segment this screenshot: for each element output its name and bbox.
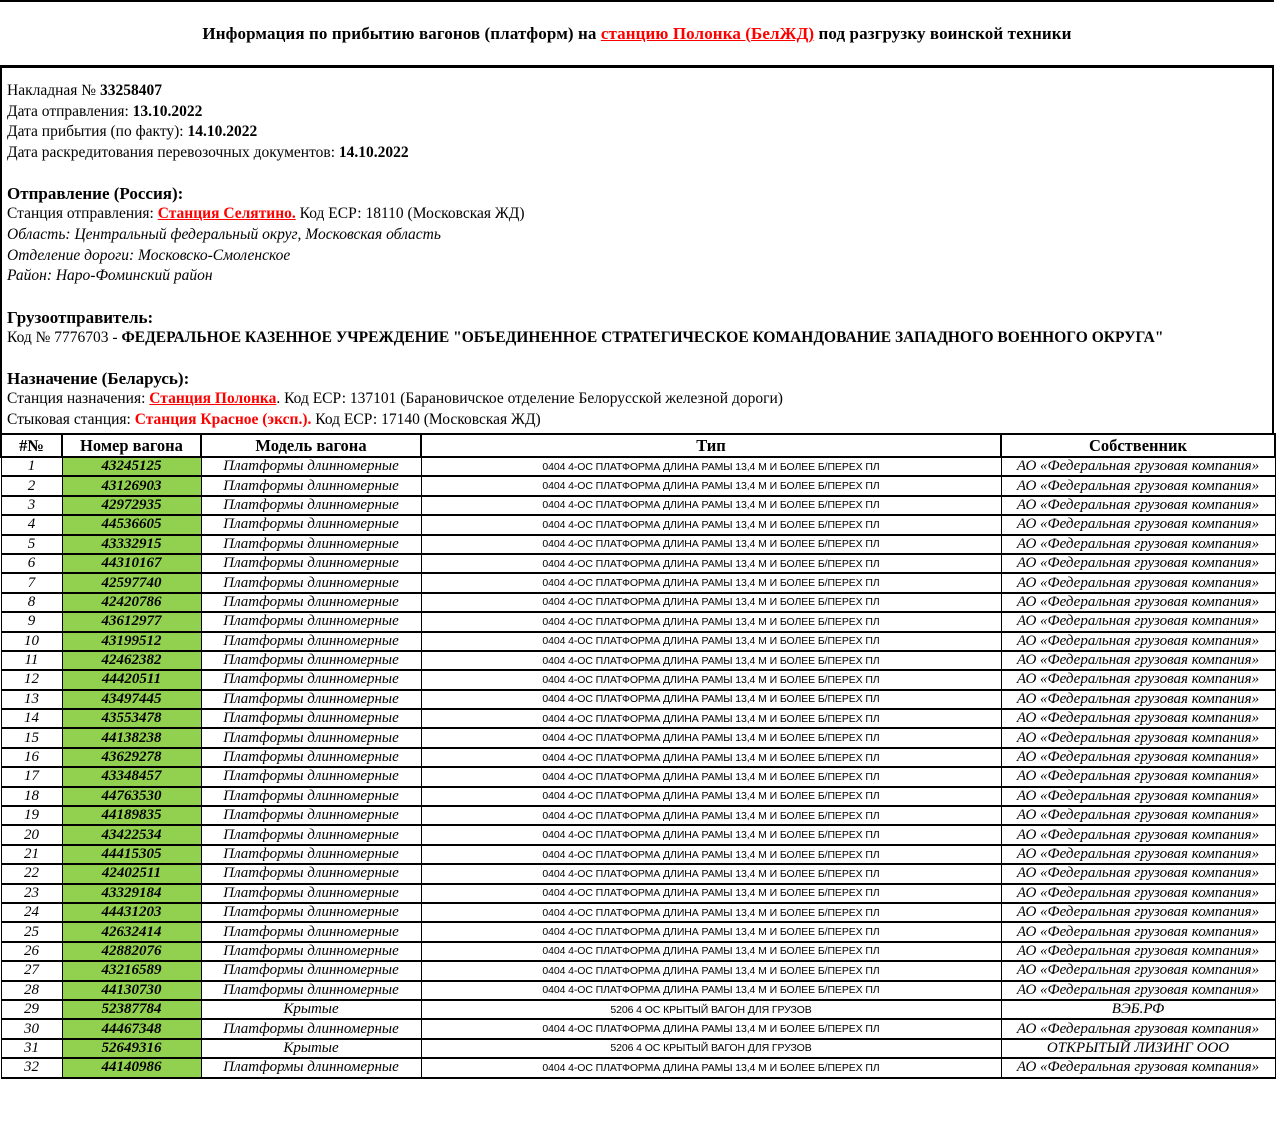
wagon-owner-cell: АО «Федеральная грузовая компания»: [1001, 709, 1275, 728]
wagon-owner-cell: АО «Федеральная грузовая компания»: [1001, 806, 1275, 825]
wagon-type-cell: 0404 4-ОС ПЛАТФОРМА ДЛИНА РАМЫ 13,4 М И БОЛЕЕ Б/ПЕРЕХ ПЛ: [421, 961, 1001, 980]
table-header-row: [1, 434, 1275, 457]
wagon-type-cell: 0404 4-ОС ПЛАТФОРМА ДЛИНА РАМЫ 13,4 М И БОЛЕЕ Б/ПЕРЕХ ПЛ: [421, 1058, 1001, 1077]
table-row: [1, 884, 1275, 903]
table-row: [1, 961, 1275, 980]
wagon-number-cell: 44763530: [62, 787, 201, 806]
page-title: [202, 24, 1071, 44]
row-index-cell: 14: [1, 709, 62, 728]
wagon-model-cell: Платформы длинномерные: [201, 748, 421, 767]
wagon-owner-cell: АО «Федеральная грузовая компания»: [1001, 573, 1275, 592]
table-row: [1, 922, 1275, 941]
wagon-type-cell: 0404 4-ОС ПЛАТФОРМА ДЛИНА РАМЫ 13,4 М И БОЛЕЕ Б/ПЕРЕХ ПЛ: [421, 593, 1001, 612]
wagon-type-cell: 5206 4 ОС КРЫТЫЙ ВАГОН ДЛЯ ГРУЗОВ: [421, 1000, 1001, 1019]
wagon-model-cell: Платформы длинномерные: [201, 922, 421, 941]
wagon-number-cell: 42462382: [62, 651, 201, 670]
wagon-model-cell: Платформы длинномерные: [201, 554, 421, 573]
wagon-number-cell: 43497445: [62, 690, 201, 709]
wagon-owner-cell: АО «Федеральная грузовая компания»: [1001, 884, 1275, 903]
row-index-cell: 19: [1, 806, 62, 825]
departure-date-label: Дата отправления:: [7, 102, 133, 120]
wagon-number-cell: 44415305: [62, 845, 201, 864]
table-row: [1, 476, 1275, 495]
table-row: [1, 942, 1275, 961]
wagon-model-cell: Платформы длинномерные: [201, 632, 421, 651]
wagon-type-cell: 0404 4-ОС ПЛАТФОРМА ДЛИНА РАМЫ 13,4 М И БОЛЕЕ Б/ПЕРЕХ ПЛ: [421, 845, 1001, 864]
wagon-model-cell: Платформы длинномерные: [201, 981, 421, 1000]
row-index-cell: 11: [1, 651, 62, 670]
table-row: [1, 1019, 1275, 1038]
row-index-cell: 24: [1, 903, 62, 922]
junction-station-rest: Код ЕСР: 17140 (Московская ЖД): [311, 410, 541, 428]
wagon-owner-cell: АО «Федеральная грузовая компания»: [1001, 1019, 1275, 1038]
row-index-cell: 26: [1, 942, 62, 961]
wagon-model-cell: Платформы длинномерные: [201, 476, 421, 495]
origin-district-line: Район: Наро-Фоминский район: [7, 267, 213, 285]
wagon-owner-cell: АО «Федеральная грузовая компания»: [1001, 1058, 1275, 1077]
table-row: [1, 593, 1275, 612]
wagon-type-cell: 0404 4-ОС ПЛАТФОРМА ДЛИНА РАМЫ 13,4 М И БОЛЕЕ Б/ПЕРЕХ ПЛ: [421, 573, 1001, 592]
wagon-type-cell: 0404 4-ОС ПЛАТФОРМА ДЛИНА РАМЫ 13,4 М И БОЛЕЕ Б/ПЕРЕХ ПЛ: [421, 884, 1001, 903]
row-index-cell: 3: [1, 496, 62, 515]
destination-station-rest: . Код ЕСР: 137101 (Барановичское отделение Белорусской железной дороги): [276, 390, 783, 408]
row-index-cell: 12: [1, 670, 62, 689]
row-index-cell: 20: [1, 825, 62, 844]
wagon-number-cell: 52387784: [62, 1000, 201, 1019]
wagon-type-cell: 0404 4-ОС ПЛАТФОРМА ДЛИНА РАМЫ 13,4 М И БОЛЕЕ Б/ПЕРЕХ ПЛ: [421, 476, 1001, 495]
wagon-type-cell: 0404 4-ОС ПЛАТФОРМА ДЛИНА РАМЫ 13,4 М И БОЛЕЕ Б/ПЕРЕХ ПЛ: [421, 903, 1001, 922]
row-index-cell: 2: [1, 476, 62, 495]
wagon-number-cell: 43126903: [62, 476, 201, 495]
col-header-wagon-type: Тип: [421, 434, 1001, 457]
row-index-cell: 5: [1, 535, 62, 554]
wagon-number-cell: 44420511: [62, 670, 201, 689]
col-header-index: #№: [1, 434, 62, 457]
table-row: [1, 457, 1275, 476]
row-index-cell: 17: [1, 767, 62, 786]
table-row: [1, 903, 1275, 922]
wagon-type-cell: 0404 4-ОС ПЛАТФОРМА ДЛИНА РАМЫ 13,4 М И БОЛЕЕ Б/ПЕРЕХ ПЛ: [421, 1019, 1001, 1038]
arrival-date-label: Дата прибытия (по факту):: [7, 123, 188, 141]
wagon-number-cell: 43348457: [62, 767, 201, 786]
table-row: [1, 573, 1275, 592]
wagon-type-cell: 0404 4-ОС ПЛАТФОРМА ДЛИНА РАМЫ 13,4 М И БОЛЕЕ Б/ПЕРЕХ ПЛ: [421, 612, 1001, 631]
table-row: [1, 767, 1275, 786]
table-row: [1, 515, 1275, 534]
wagon-model-cell: Платформы длинномерные: [201, 806, 421, 825]
departure-date-line: [7, 102, 1266, 123]
wagon-model-cell: Платформы длинномерные: [201, 496, 421, 515]
row-index-cell: 32: [1, 1058, 62, 1077]
wagon-type-cell: 0404 4-ОС ПЛАТФОРМА ДЛИНА РАМЫ 13,4 М И БОЛЕЕ Б/ПЕРЕХ ПЛ: [421, 690, 1001, 709]
wagon-number-cell: 44189835: [62, 806, 201, 825]
wagon-type-cell: 0404 4-ОС ПЛАТФОРМА ДЛИНА РАМЫ 13,4 М И БОЛЕЕ Б/ПЕРЕХ ПЛ: [421, 942, 1001, 961]
title-block: [0, 0, 1274, 68]
wagon-model-cell: Платформы длинномерные: [201, 1058, 421, 1077]
wagon-number-cell: 44467348: [62, 1019, 201, 1038]
origin-station-line: [7, 204, 1266, 225]
row-index-cell: 4: [1, 515, 62, 534]
wagon-model-cell: Платформы длинномерные: [201, 825, 421, 844]
wagon-owner-cell: АО «Федеральная грузовая компания»: [1001, 593, 1275, 612]
col-header-owner: Собственник: [1001, 434, 1275, 457]
row-index-cell: 13: [1, 690, 62, 709]
table-row: [1, 806, 1275, 825]
row-index-cell: 10: [1, 632, 62, 651]
wagon-model-cell: Платформы длинномерные: [201, 535, 421, 554]
wagon-type-cell: 0404 4-ОС ПЛАТФОРМА ДЛИНА РАМЫ 13,4 М И БОЛЕЕ Б/ПЕРЕХ ПЛ: [421, 825, 1001, 844]
wagon-number-cell: 44138238: [62, 728, 201, 747]
table-row: [1, 690, 1275, 709]
row-index-cell: 18: [1, 787, 62, 806]
destination-station-label: Станция назначения:: [7, 390, 150, 408]
wagon-owner-cell: ВЭБ.РФ: [1001, 1000, 1275, 1019]
wagon-owner-cell: АО «Федеральная грузовая компания»: [1001, 496, 1275, 515]
wagon-owner-cell: АО «Федеральная грузовая компания»: [1001, 670, 1275, 689]
title-post: под разгрузку воинской техники: [814, 23, 1072, 43]
wagon-model-cell: Платформы длинномерные: [201, 942, 421, 961]
wagon-model-cell: Платформы длинномерные: [201, 593, 421, 612]
table-row: [1, 845, 1275, 864]
wagon-model-cell: Платформы длинномерные: [201, 903, 421, 922]
waybill-label: Накладная №: [7, 82, 100, 99]
wagon-number-cell: 42420786: [62, 593, 201, 612]
wagon-owner-cell: ОТКРЫТЫЙ ЛИЗИНГ ООО: [1001, 1039, 1275, 1058]
wagon-model-cell: Платформы длинномерные: [201, 1019, 421, 1038]
wagon-model-cell: Платформы длинномерные: [201, 690, 421, 709]
credit-date-label: Дата раскредитования перевозочных документов:: [7, 143, 339, 161]
wagon-type-cell: 0404 4-ОС ПЛАТФОРМА ДЛИНА РАМЫ 13,4 М И БОЛЕЕ Б/ПЕРЕХ ПЛ: [421, 748, 1001, 767]
wagon-owner-cell: АО «Федеральная грузовая компания»: [1001, 690, 1275, 709]
waybill-number: 33258407: [99, 82, 162, 99]
junction-station-name: Станция Красное (эксп.).: [134, 410, 312, 428]
consignor-line: [7, 328, 1266, 349]
wagon-number-cell: 52649316: [62, 1039, 201, 1058]
table-row: [1, 554, 1275, 573]
wagon-model-cell: Платформы длинномерные: [201, 845, 421, 864]
wagon-owner-cell: АО «Федеральная грузовая компания»: [1001, 535, 1275, 554]
wagon-number-cell: 42402511: [62, 864, 201, 883]
wagon-type-cell: 0404 4-ОС ПЛАТФОРМА ДЛИНА РАМЫ 13,4 М И БОЛЕЕ Б/ПЕРЕХ ПЛ: [421, 981, 1001, 1000]
wagon-model-cell: Платформы длинномерные: [201, 457, 421, 476]
row-index-cell: 22: [1, 864, 62, 883]
wagon-model-cell: Платформы длинномерные: [201, 864, 421, 883]
wagon-type-cell: 0404 4-ОС ПЛАТФОРМА ДЛИНА РАМЫ 13,4 М И БОЛЕЕ Б/ПЕРЕХ ПЛ: [421, 864, 1001, 883]
table-row: [1, 535, 1275, 554]
wagon-number-cell: 42597740: [62, 573, 201, 592]
wagon-type-cell: 0404 4-ОС ПЛАТФОРМА ДЛИНА РАМЫ 13,4 М И БОЛЕЕ Б/ПЕРЕХ ПЛ: [421, 709, 1001, 728]
row-index-cell: 27: [1, 961, 62, 980]
wagon-number-cell: 44536605: [62, 515, 201, 534]
wagon-number-cell: 44140986: [62, 1058, 201, 1077]
wagon-owner-cell: АО «Федеральная грузовая компания»: [1001, 981, 1275, 1000]
title-station-link[interactable]: станцию Полонка (БелЖД): [600, 23, 815, 43]
row-index-cell: 6: [1, 554, 62, 573]
consignor-code-label: Код № 7776703 -: [7, 328, 122, 346]
row-index-cell: 30: [1, 1019, 62, 1038]
wagon-owner-cell: АО «Федеральная грузовая компания»: [1001, 903, 1275, 922]
table-row: [1, 1000, 1275, 1019]
credit-date-value: 14.10.2022: [338, 143, 409, 161]
wagon-number-cell: 43553478: [62, 709, 201, 728]
origin-heading: Отправление (Россия):: [7, 184, 184, 204]
wagon-model-cell: Платформы длинномерные: [201, 573, 421, 592]
table-row: [1, 670, 1275, 689]
wagon-type-cell: 0404 4-ОС ПЛАТФОРМА ДЛИНА РАМЫ 13,4 М И БОЛЕЕ Б/ПЕРЕХ ПЛ: [421, 632, 1001, 651]
table-row: [1, 728, 1275, 747]
wagon-number-cell: 43629278: [62, 748, 201, 767]
table-row: [1, 981, 1275, 1000]
wagon-owner-cell: АО «Федеральная грузовая компания»: [1001, 787, 1275, 806]
origin-station-label: Станция отправления:: [7, 205, 158, 223]
wagon-type-cell: 0404 4-ОС ПЛАТФОРМА ДЛИНА РАМЫ 13,4 М И БОЛЕЕ Б/ПЕРЕХ ПЛ: [421, 922, 1001, 941]
wagon-owner-cell: АО «Федеральная грузовая компания»: [1001, 728, 1275, 747]
wagon-type-cell: 0404 4-ОС ПЛАТФОРМА ДЛИНА РАМЫ 13,4 М И БОЛЕЕ Б/ПЕРЕХ ПЛ: [421, 554, 1001, 573]
row-index-cell: 25: [1, 922, 62, 941]
wagon-model-cell: Платформы длинномерные: [201, 787, 421, 806]
row-index-cell: 15: [1, 728, 62, 747]
row-index-cell: 29: [1, 1000, 62, 1019]
wagon-owner-cell: АО «Федеральная грузовая компания»: [1001, 457, 1275, 476]
shipment-info-block: [0, 68, 1274, 434]
row-index-cell: 16: [1, 748, 62, 767]
table-row: [1, 496, 1275, 515]
wagon-number-cell: 44310167: [62, 554, 201, 573]
wagon-model-cell: Платформы длинномерные: [201, 709, 421, 728]
row-index-cell: 23: [1, 884, 62, 903]
departure-date-value: 13.10.2022: [132, 102, 203, 120]
origin-station-link[interactable]: Станция Селятино.: [157, 205, 296, 223]
wagon-model-cell: Платформы длинномерные: [201, 961, 421, 980]
wagon-owner-cell: АО «Федеральная грузовая компания»: [1001, 748, 1275, 767]
wagon-owner-cell: АО «Федеральная грузовая компания»: [1001, 961, 1275, 980]
wagon-type-cell: 0404 4-ОС ПЛАТФОРМА ДЛИНА РАМЫ 13,4 М И БОЛЕЕ Б/ПЕРЕХ ПЛ: [421, 728, 1001, 747]
row-index-cell: 31: [1, 1039, 62, 1058]
destination-heading: Назначение (Беларусь):: [7, 369, 190, 389]
junction-station-line: [7, 410, 1266, 431]
wagon-number-cell: 43422534: [62, 825, 201, 844]
row-index-cell: 1: [1, 457, 62, 476]
origin-division-line: Отделение дороги: Московско-Смоленское: [7, 246, 291, 264]
wagon-owner-cell: АО «Федеральная грузовая компания»: [1001, 476, 1275, 495]
row-index-cell: 28: [1, 981, 62, 1000]
wagon-owner-cell: АО «Федеральная грузовая компания»: [1001, 864, 1275, 883]
wagon-owner-cell: АО «Федеральная грузовая компания»: [1001, 612, 1275, 631]
row-index-cell: 9: [1, 612, 62, 631]
table-row: [1, 748, 1275, 767]
wagon-type-cell: 0404 4-ОС ПЛАТФОРМА ДЛИНА РАМЫ 13,4 М И БОЛЕЕ Б/ПЕРЕХ ПЛ: [421, 806, 1001, 825]
table-row: [1, 709, 1275, 728]
wagon-number-cell: 43612977: [62, 612, 201, 631]
wagon-model-cell: Платформы длинномерные: [201, 670, 421, 689]
wagon-type-cell: 0404 4-ОС ПЛАТФОРМА ДЛИНА РАМЫ 13,4 М И БОЛЕЕ Б/ПЕРЕХ ПЛ: [421, 535, 1001, 554]
destination-station-line: [7, 389, 1266, 410]
wagon-owner-cell: АО «Федеральная грузовая компания»: [1001, 554, 1275, 573]
wagon-type-cell: 0404 4-ОС ПЛАТФОРМА ДЛИНА РАМЫ 13,4 М И БОЛЕЕ Б/ПЕРЕХ ПЛ: [421, 515, 1001, 534]
wagon-owner-cell: АО «Федеральная грузовая компания»: [1001, 825, 1275, 844]
consignor-name: ФЕДЕРАЛЬНОЕ КАЗЕННОЕ УЧРЕЖДЕНИЕ "ОБЪЕДИНЕННОЕ СТРАТЕГИЧЕСКОЕ КОМАНДОВАНИЕ ЗАПАДНОГО ВОЕННОГО ОКРУГА": [121, 328, 1164, 346]
table-row: [1, 1039, 1275, 1058]
col-header-wagon-number: Номер вагона: [62, 434, 201, 457]
wagon-type-cell: 0404 4-ОС ПЛАТФОРМА ДЛИНА РАМЫ 13,4 М И БОЛЕЕ Б/ПЕРЕХ ПЛ: [421, 787, 1001, 806]
wagon-table: [0, 433, 1276, 1079]
wagon-owner-cell: АО «Федеральная грузовая компания»: [1001, 515, 1275, 534]
wagon-number-cell: 42882076: [62, 942, 201, 961]
wagon-model-cell: Платформы длинномерные: [201, 767, 421, 786]
waybill-line: [7, 81, 1266, 102]
wagon-owner-cell: АО «Федеральная грузовая компания»: [1001, 942, 1275, 961]
credit-date-line: [7, 143, 1266, 164]
wagon-owner-cell: АО «Федеральная грузовая компания»: [1001, 767, 1275, 786]
wagon-number-cell: 44130730: [62, 981, 201, 1000]
table-row: [1, 787, 1275, 806]
row-index-cell: 8: [1, 593, 62, 612]
wagon-type-cell: 0404 4-ОС ПЛАТФОРМА ДЛИНА РАМЫ 13,4 М И БОЛЕЕ Б/ПЕРЕХ ПЛ: [421, 496, 1001, 515]
wagon-number-cell: 42632414: [62, 922, 201, 941]
junction-station-label: Стыковая станция:: [7, 410, 135, 428]
wagon-owner-cell: АО «Федеральная грузовая компания»: [1001, 922, 1275, 941]
origin-station-rest: Код ЕСР: 18110 (Московская ЖД): [295, 205, 525, 223]
title-pre: Информация по прибытию вагонов (платформ) на: [202, 23, 601, 43]
wagon-owner-cell: АО «Федеральная грузовая компания»: [1001, 651, 1275, 670]
wagon-model-cell: Платформы длинномерные: [201, 651, 421, 670]
wagon-model-cell: Крытые: [201, 1039, 421, 1058]
wagon-type-cell: 0404 4-ОС ПЛАТФОРМА ДЛИНА РАМЫ 13,4 М И БОЛЕЕ Б/ПЕРЕХ ПЛ: [421, 767, 1001, 786]
wagon-number-cell: 43329184: [62, 884, 201, 903]
wagon-model-cell: Платформы длинномерные: [201, 728, 421, 747]
wagon-number-cell: 43245125: [62, 457, 201, 476]
wagon-model-cell: Платформы длинномерные: [201, 884, 421, 903]
destination-station-link[interactable]: Станция Полонка: [149, 390, 277, 408]
arrival-date-line: [7, 122, 1266, 143]
consignor-heading: Грузоотправитель:: [7, 307, 154, 327]
wagon-table-body: [1, 457, 1275, 1078]
table-row: [1, 632, 1275, 651]
table-row: [1, 651, 1275, 670]
wagon-type-cell: 0404 4-ОС ПЛАТФОРМА ДЛИНА РАМЫ 13,4 М И БОЛЕЕ Б/ПЕРЕХ ПЛ: [421, 670, 1001, 689]
wagon-number-cell: 42972935: [62, 496, 201, 515]
wagon-type-cell: 5206 4 ОС КРЫТЫЙ ВАГОН ДЛЯ ГРУЗОВ: [421, 1039, 1001, 1058]
wagon-model-cell: Крытые: [201, 1000, 421, 1019]
wagon-model-cell: Платформы длинномерные: [201, 515, 421, 534]
wagon-model-cell: Платформы длинномерные: [201, 612, 421, 631]
wagon-number-cell: 43332915: [62, 535, 201, 554]
table-row: [1, 864, 1275, 883]
wagon-number-cell: 43216589: [62, 961, 201, 980]
wagon-owner-cell: АО «Федеральная грузовая компания»: [1001, 632, 1275, 651]
origin-region-line: Область: Центральный федеральный округ, Московская область: [7, 225, 441, 243]
col-header-wagon-model: Модель вагона: [201, 434, 421, 457]
row-index-cell: 21: [1, 845, 62, 864]
table-row: [1, 1058, 1275, 1077]
table-row: [1, 612, 1275, 631]
table-row: [1, 825, 1275, 844]
wagon-owner-cell: АО «Федеральная грузовая компания»: [1001, 845, 1275, 864]
arrival-date-value: 14.10.2022: [187, 123, 258, 141]
wagon-number-cell: 43199512: [62, 632, 201, 651]
wagon-type-cell: 0404 4-ОС ПЛАТФОРМА ДЛИНА РАМЫ 13,4 М И БОЛЕЕ Б/ПЕРЕХ ПЛ: [421, 651, 1001, 670]
wagon-type-cell: 0404 4-ОС ПЛАТФОРМА ДЛИНА РАМЫ 13,4 М И БОЛЕЕ Б/ПЕРЕХ ПЛ: [421, 457, 1001, 476]
wagon-number-cell: 44431203: [62, 903, 201, 922]
row-index-cell: 7: [1, 573, 62, 592]
